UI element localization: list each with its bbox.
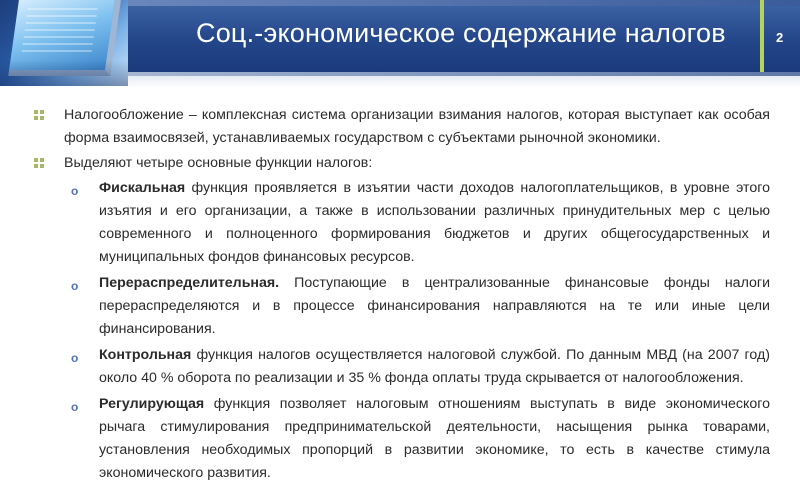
circle-bullet-icon: o [71, 184, 79, 198]
square-grid-bullet-icon [34, 158, 44, 168]
sub-list-item-fiscal [64, 177, 770, 269]
list-item-text: Налогообложение – комплексная система организации взимания налогов, которая выступает как особая форма взаимосвязей, устанавливаемых государством с субъектами рыночной экономики. [64, 107, 770, 146]
function-name: Регулирующая [99, 396, 205, 412]
sub-list-item-regulatory [64, 393, 770, 485]
slide-number: 2 [776, 30, 784, 45]
function-name: Перераспределительная. [99, 275, 280, 291]
function-text: функция позволяет налоговым отношениям выступать в виде экономического рычага стимулирования предпринимательской деятельности, насыщения рынка товарами, установления необходимых пропорций в развитии экономике, то есть в качестве стимула экономического развития. [99, 396, 770, 481]
circle-bullet-icon: o [71, 279, 79, 293]
monitor-logo-icon [0, 0, 128, 86]
list-item-text: Выделяют четыре основные функции налогов: [64, 155, 373, 171]
sub-list-item-control [64, 344, 770, 390]
circle-bullet-icon: o [71, 400, 79, 414]
function-text: Поступающие в централизованные финансовые фонды налоги перераспределяются и в процессе финансирования направляются на те или иные цели финансирования. [99, 275, 770, 337]
slide-title: Соц.-экономическое содержание налогов [196, 18, 726, 48]
sub-list-item-redistributive [64, 272, 770, 341]
header-top-strip [128, 0, 800, 6]
slide-content [34, 104, 770, 488]
list-item [34, 152, 770, 175]
function-text: функция налогов осуществляется налоговой службой. По данным МВД (на 2007 год) около 40 % оборота по реализации и 35 % фонда оплаты труда скрывается от налогообложения. [99, 347, 770, 386]
function-text: функция проявляется в изъятии части доходов налогоплательщиков, в уровне этого изъятия и его организации, а также в использовании различных принудительных мер с целью современного и полноценного формирования бюджетов и других общегосударственных и муниципальных фондов финансовых ресурсов. [99, 180, 770, 265]
square-grid-bullet-icon [34, 110, 44, 120]
list-item [34, 104, 770, 150]
header-accent-bar [760, 0, 764, 72]
function-name: Фискальная [99, 180, 186, 196]
circle-bullet-icon: o [71, 351, 79, 365]
function-name: Контрольная [99, 347, 192, 363]
